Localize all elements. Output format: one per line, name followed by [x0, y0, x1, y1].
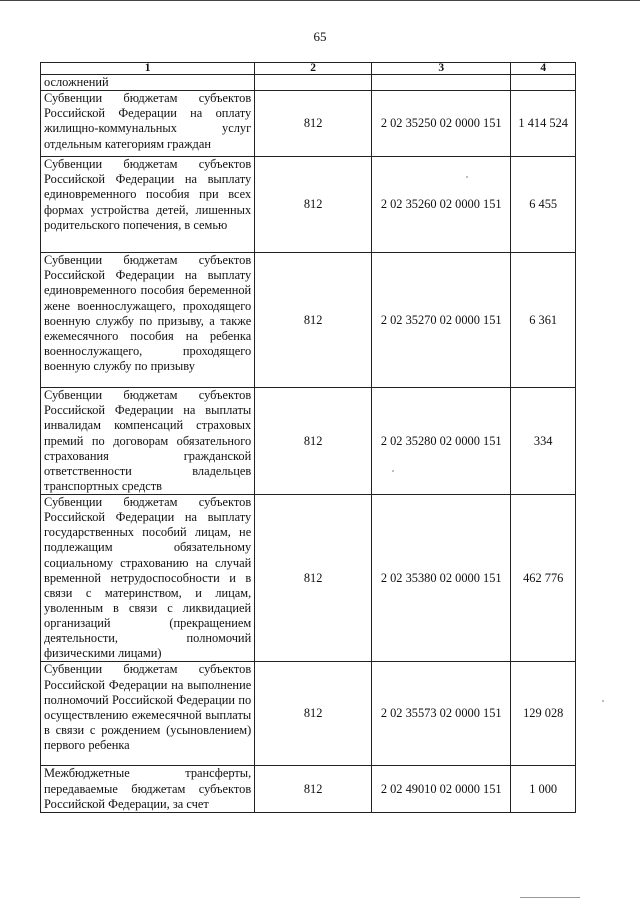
row-code: 812	[255, 766, 372, 812]
row-kbk: 2 02 35380 02 0000 151	[372, 495, 511, 662]
row-description: Субвенции бюджетам субъектов Российской Федерации на выплаты инвалидам компенсаций страховых премий по договорам обязательного страхования гражданской ответственности владельцев транспортных средств	[41, 388, 255, 495]
row-description: Субвенции бюджетам субъектов Российской Федерации на выплату единовременного пособия при всех формах устройства детей, лишенных родительского попечения, в семью	[41, 157, 255, 253]
row-kbk: 2 02 35250 02 0000 151	[372, 91, 511, 157]
row-amount: 334	[511, 388, 576, 495]
header-col-3: 3	[372, 63, 511, 75]
row-kbk: 2 02 35270 02 0000 151	[372, 253, 511, 388]
page-number: 65	[313, 29, 327, 44]
empty-cell	[511, 75, 576, 91]
row-kbk: 2 02 35280 02 0000 151	[372, 388, 511, 495]
row-description: Межбюджетные трансферты, передаваемые бюджетам субъектов Российской Федерации, за счет	[41, 766, 255, 812]
top-rule	[0, 0, 640, 1]
table-row	[41, 91, 576, 157]
row-code: 812	[255, 495, 372, 662]
row-kbk: 2 02 35573 02 0000 151	[372, 662, 511, 766]
budget-table	[40, 62, 576, 813]
scan-speck	[466, 176, 468, 178]
table-row	[41, 253, 576, 388]
row-kbk: 2 02 35260 02 0000 151	[372, 157, 511, 253]
table-header	[41, 63, 576, 75]
empty-cell	[255, 75, 372, 91]
header-col-1: 1	[41, 63, 255, 75]
row-description: Субвенции бюджетам субъектов Российской Федерации на выплату государственных пособий лицам, не подлежащим обязательному социальному страхованию на случай временной нетрудоспособности и в связи с материнством, и лицам, уволенным в связи с ликвидацией организаций (прекращением деятельности, полномочий физическими лицами)	[41, 495, 255, 662]
header-col-2: 2	[255, 63, 372, 75]
row-kbk: 2 02 49010 02 0000 151	[372, 766, 511, 812]
row-amount: 1 414 524	[511, 91, 576, 157]
table-row	[41, 388, 576, 495]
row-code: 812	[255, 253, 372, 388]
row-code: 812	[255, 388, 372, 495]
continuation-cell: осложнений	[41, 75, 255, 91]
header-row	[41, 63, 576, 75]
table-row	[41, 662, 576, 766]
row-description: Субвенции бюджетам субъектов Российской Федерации на выполнение полномочий Российской Федерации по осуществлению ежемесячной выплаты в связи с рождением (усыновлением) первого ребенка	[41, 662, 255, 766]
row-description: Субвенции бюджетам субъектов Российской Федерации на оплату жилищно-коммунальных услуг отдельным категориям граждан	[41, 91, 255, 157]
header-col-4: 4	[511, 63, 576, 75]
table-row	[41, 495, 576, 662]
row-amount: 129 028	[511, 662, 576, 766]
scan-speck	[392, 470, 394, 472]
row-code: 812	[255, 662, 372, 766]
row-amount: 6 361	[511, 253, 576, 388]
scan-speck	[602, 700, 604, 702]
row-amount: 1 000	[511, 766, 576, 812]
row-code: 812	[255, 157, 372, 253]
row-description: Субвенции бюджетам субъектов Российской Федерации на выплату единовременного пособия беременной жене военнослужащего, проходящего военную службу по призыву, а также ежемесячного пособия на ребенка военнослужащего, проходящего военную службу по призыву	[41, 253, 255, 388]
row-amount: 6 455	[511, 157, 576, 253]
continuation-row	[41, 75, 576, 91]
table-row	[41, 157, 576, 253]
bottom-edge-mark	[520, 897, 580, 898]
row-code: 812	[255, 91, 372, 157]
table-body	[41, 75, 576, 813]
table-row	[41, 766, 576, 812]
empty-cell	[372, 75, 511, 91]
row-amount: 462 776	[511, 495, 576, 662]
